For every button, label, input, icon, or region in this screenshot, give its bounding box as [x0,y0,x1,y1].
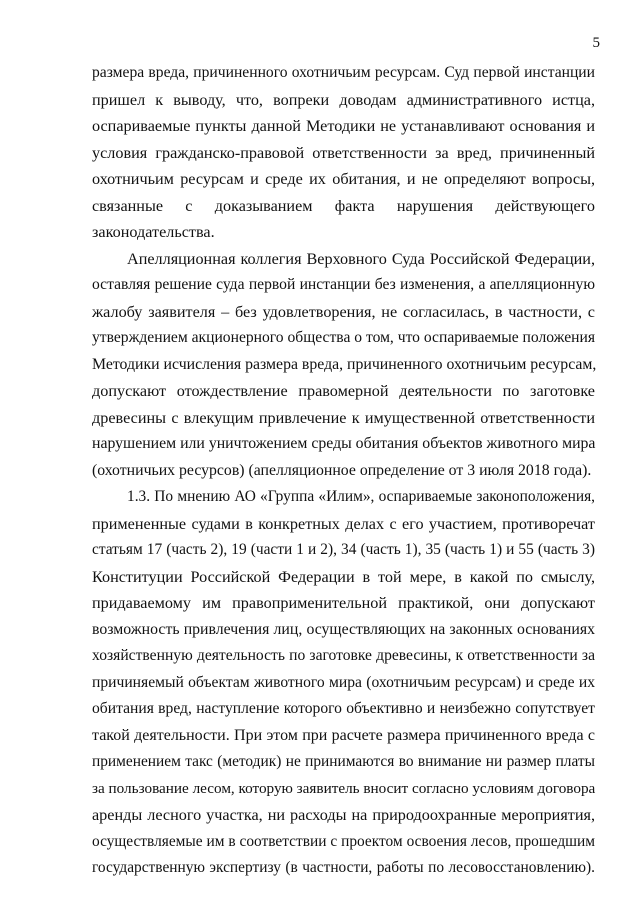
text-line: допускают отождествление правомерной деятельности по заготовке [92,382,595,400]
text-line: применением такс (методик) не принимаются во внимание ни размер платы [92,753,595,770]
text-line: Конституции Российской Федерации в той мере, в какой по смыслу, [92,567,595,586]
text-line: законодательства. [92,223,215,241]
text-line: пришел к выводу, что, вопреки доводам административного истца, [92,90,595,109]
text-line: придаваемому им правоприменительной практикой, они допускают [92,594,595,612]
text-line: такой деятельности. При этом при расчете размера причиненного вреда с [92,726,595,744]
text-line: хозяйственную деятельность по заготовке древесины, к ответственности за [92,647,595,664]
text-line: жалобу заявителя – без удовлетворения, не согласилась, в частности, с [92,302,595,321]
word: связанные [92,196,164,215]
word: действующего [495,196,595,215]
text-line: возможность привлечения лиц, осуществляющих на законных основаниях [92,620,595,638]
text-line: примененные судами в конкретных делах с его участием, противоречат [92,514,595,533]
text-line: осуществляемые им в соответствии с проектом освоения лесов, прошедшим [92,832,595,850]
text-line: утверждением акционерного общества о том, что оспариваемые положения [92,329,596,346]
paragraph-first-line: 1.3. По мнению АО «Группа «Илим», оспариваемые законоположения, [127,488,595,505]
text-line: (охотничьих ресурсов) (апелляционное определение от 3 июля 2018 года). [92,461,592,479]
text-line [92,193,595,220]
word: факта [334,196,375,215]
text-line: Методики исчисления размера вреда, причиненного охотничьим ресурсам, [92,355,597,373]
text-line: размера вреда, причиненного охотничьим ресурсам. Суд первой инстанции [92,64,595,81]
text-line: статьям 17 (часть 2), 19 (части 1 и 2), 34 (часть 1), 35 (часть 1) и 55 (часть 3) [92,541,595,558]
text-line: охотничьим ресурсам и среде их обитания, и не определяют вопросы, [92,170,595,188]
text-line: государственную экспертизу (в частности, работы по лесовосстановлению). [92,859,595,876]
text-line: обитания вред, наступление которого объективно и неизбежно сопутствует [92,700,595,717]
text-line: оспариваемые пункты данной Методики не устанавливают основания и [92,117,595,135]
paragraph-first-line: Апелляционная коллегия Верховного Суда Российской Федерации, [127,249,595,268]
text-line: оставляя решение суда первой инстанции без изменения, а апелляционную [92,276,595,293]
text-line: за пользование лесом, которую заявитель вносит согласно условиям договора [92,779,596,797]
text-line: нарушением или уничтожением среды обитания объектов животного мира [92,435,596,452]
word: нарушения [396,196,474,215]
text-line: условия гражданско-правовой ответственности за вред, причиненный [92,143,595,162]
text-line: аренды лесного участка, ни расходы на природоохранные мероприятия, [92,806,595,824]
body-text [92,60,595,882]
word: доказыванием [214,196,313,215]
text-line: древесины с влекущим привлечение к имущественной ответственности [92,408,595,427]
word: с [185,196,193,215]
page-number: 5 [592,35,600,51]
text-line: причиняемый объектам животного мира (охотничьим ресурсам) и среде их [92,673,595,691]
